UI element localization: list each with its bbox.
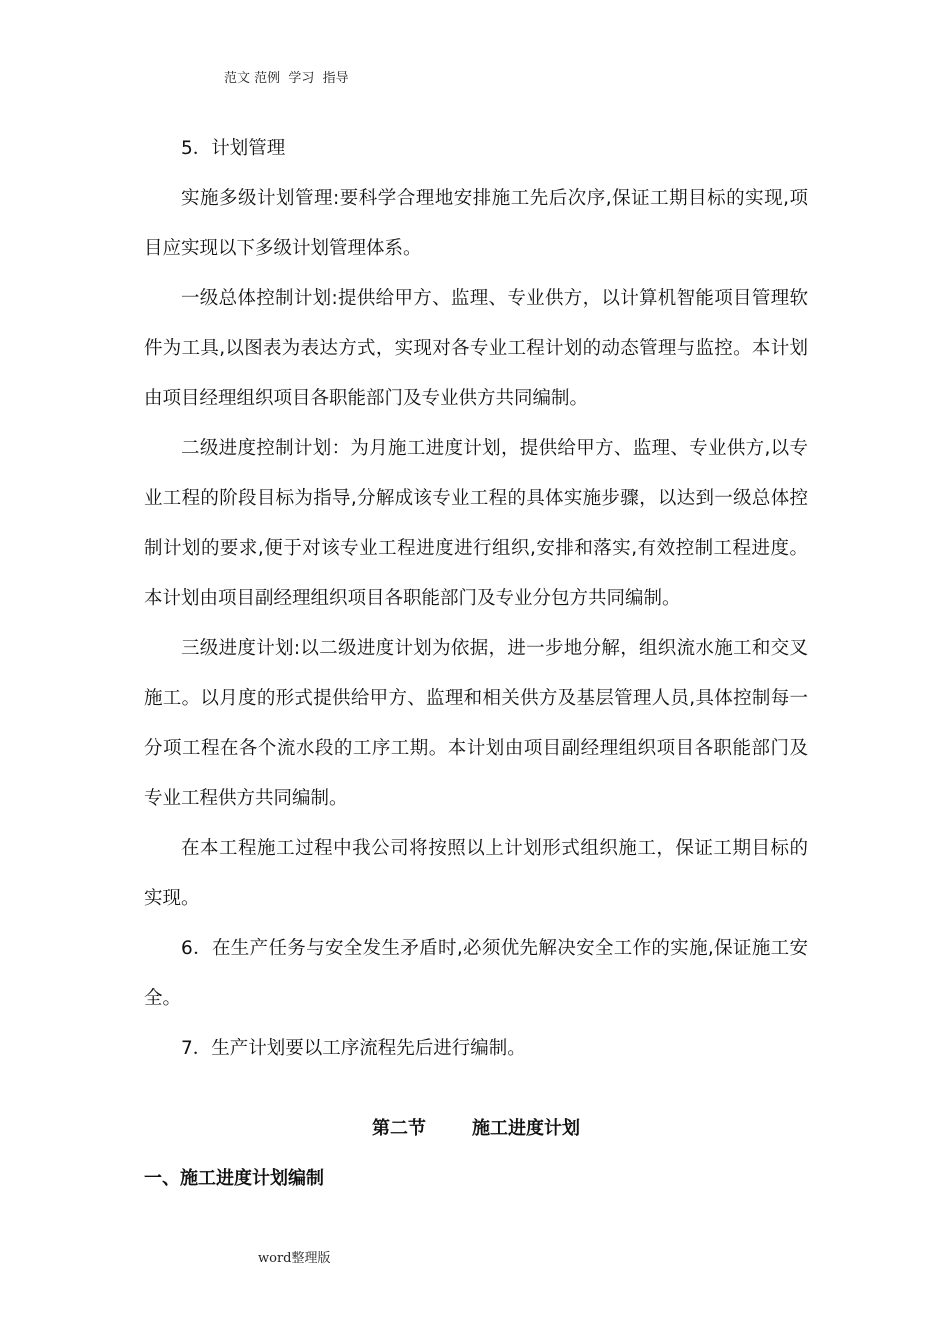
section-number: 第二节 bbox=[372, 1118, 426, 1139]
paragraph-safety-priority: 6．在生产任务与安全发生矛盾时,必须优先解决安全工作的实施,保证施工安全。 bbox=[144, 938, 808, 1009]
subheading: 一、施工进度计划编制 bbox=[144, 1168, 324, 1189]
section-title bbox=[144, 1104, 808, 1154]
paragraph-level2-plan: 二级进度控制计划：为月施工进度计划，提供给甲方、监理、专业供方,以专业工程的阶段目标为指导,分解成该专业工程的具体实施步骤，以达到一级总体控制计划的要求,便于对该专业工程进度进行组织,安排和落实,有效控制工程进度。本计划由项目副经理组织项目各职能部门及专业分包方共同编制。 bbox=[144, 438, 808, 609]
paragraph-implementation: 在本工程施工过程中我公司将按照以上计划形式组织施工，保证工期目标的实现。 bbox=[144, 838, 808, 909]
paragraph-level1-plan: 一级总体控制计划:提供给甲方、监理、专业供方，以计算机智能项目管理软件为工具,以图表为表达方式，实现对各专业工程计划的动态管理与监控。本计划由项目经理组织项目各职能部门及专业供方共同编制。 bbox=[144, 288, 808, 409]
page-header: 范文 范例 学习 指导 bbox=[224, 71, 349, 86]
paragraph-level3-plan: 三级进度计划:以二级进度计划为依据，进一步地分解，组织流水施工和交叉施工。以月度的形式提供给甲方、监理和相关供方及基层管理人员,具体控制每一分项工程在各个流水段的工序工期。本计划由项目副经理组织项目各职能部门及专业工程供方共同编制。 bbox=[144, 638, 808, 809]
paragraph-plan-management: 5．计划管理 bbox=[181, 138, 286, 159]
section-name: 施工进度计划 bbox=[472, 1118, 580, 1139]
paragraph-production-plan: 7．生产计划要以工序流程先后进行编制。 bbox=[181, 1038, 526, 1059]
paragraph-multilevel-plan: 实施多级计划管理:要科学合理地安排施工先后次序,保证工期目标的实现,项目应实现以下多级计划管理体系。 bbox=[144, 188, 808, 259]
document-body bbox=[144, 124, 808, 1204]
page-footer: word整理版 bbox=[258, 1251, 331, 1266]
